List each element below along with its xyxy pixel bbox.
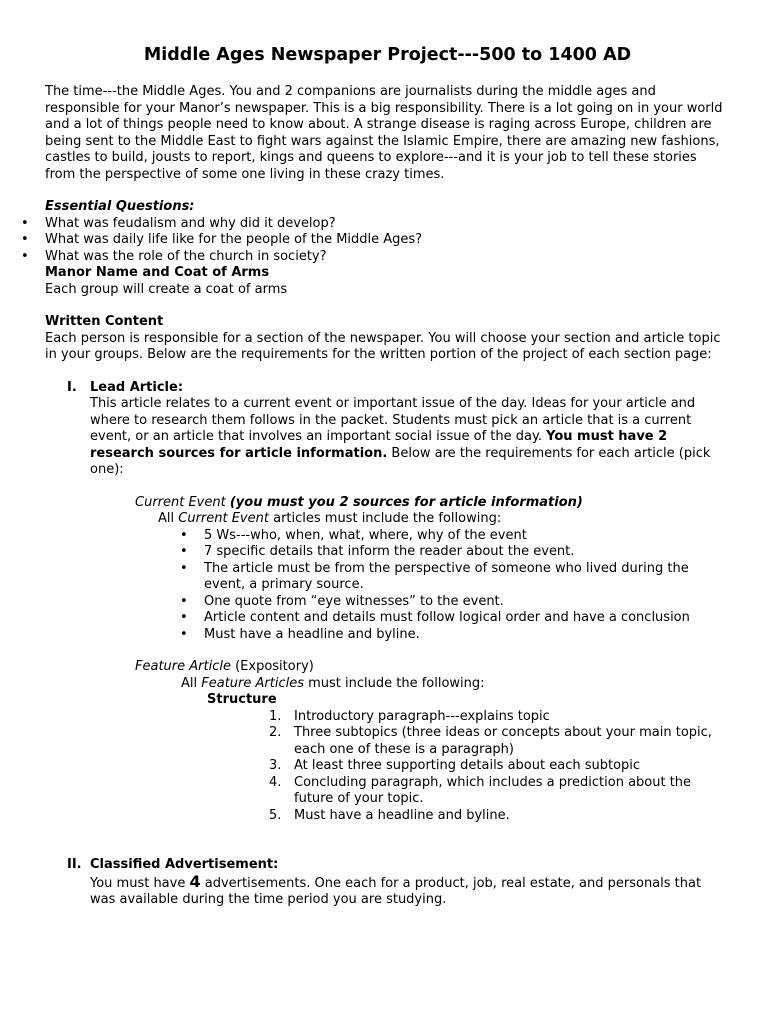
text-part: must include the following:	[303, 675, 485, 691]
list-item: • The article must be from the perspective of someone who lived during the event, a primary source.	[204, 561, 730, 594]
current-event-block	[135, 495, 730, 644]
text-part: All	[158, 511, 179, 526]
classified-heading: Classified Advertisement:	[90, 857, 279, 872]
list-item: • 7 specific details that inform the reader about the event.	[204, 544, 730, 561]
lead-text-part: Below are the requirements for each article (pick one):	[90, 445, 711, 477]
item-text: Three subtopics (three ideas or concepts about your main topic, each one of these is a paragraph)	[294, 725, 712, 757]
list-item: • One quote from “eye witnesses” to the event.	[204, 594, 730, 611]
section-numeral: I.	[67, 379, 77, 395]
text-part: advertisements. One each for a product, job, real estate, and personals that was available during the time period you are studying.	[90, 875, 702, 907]
item-text: Introductory paragraph---explains topic	[294, 708, 550, 724]
manor-section	[45, 265, 730, 298]
text-italic: Current Event	[178, 511, 269, 526]
current-event-note: (you must you 2 sources for article information)	[229, 494, 583, 510]
item-number: 3.	[269, 758, 282, 773]
list-item: • Must have a headline and byline.	[204, 627, 730, 644]
list-item	[269, 708, 730, 726]
section-numeral: II.	[67, 857, 82, 872]
item-text: Concluding paragraph, which includes a prediction about the future of your topic.	[294, 774, 692, 806]
classified-section	[45, 857, 730, 909]
text-part: You must have	[90, 875, 190, 891]
lead-article-text	[90, 396, 730, 479]
feature-article-title: Feature Article	[135, 659, 231, 674]
written-content-heading: Written Content	[45, 314, 164, 329]
list-item: • What was the role of the church in society?	[45, 249, 730, 266]
lead-article-heading: Lead Article:	[90, 379, 184, 395]
current-event-title: Current Event	[135, 494, 226, 510]
lead-article-section	[45, 380, 730, 479]
written-content-text: Each person is responsible for a section of the newspaper. You will choose your section and article topic in your groups. Below are the requirements for the written portion of the project of each section page:	[45, 330, 721, 362]
item-number: 1.	[269, 708, 282, 724]
list-item: • What was daily life like for the people of the Middle Ages?	[45, 232, 730, 249]
intro-paragraph: The time---the Middle Ages. You and 2 companions are journalists during the middle ages and responsible for your Manor’s newspaper. This is a big responsibility. There is a lot going on in your world and a lot of things people need to know about. A strange disease is raging across Europe, children are being sent to the Middle East to fight wars against the Islamic Empire, there are amazing new fashions, castles to build, jousts to report, kings and queens to explore---and it is your job to tell these stories from the perspective of some one living in these crazy times.	[45, 84, 723, 182]
current-event-label	[135, 495, 730, 512]
structure-list	[269, 708, 730, 825]
essential-questions-title: Essential Questions:	[45, 199, 195, 214]
list-item: • What was feudalism and why did it develop?	[45, 216, 730, 233]
lead-text-bold: You must have 2 research sources for article information.	[90, 429, 668, 461]
item-number: 4.	[269, 774, 282, 790]
text-part: All	[181, 675, 202, 691]
structure-heading: Structure	[207, 692, 277, 707]
page-title: Middle Ages Newspaper Project---500 to 1400 AD	[143, 45, 632, 65]
manor-heading: Manor Name and Coat of Arms	[45, 265, 270, 280]
essential-questions-list	[45, 216, 730, 266]
feature-article-label	[135, 659, 730, 676]
essential-questions	[45, 199, 730, 265]
text-italic: Feature Articles	[201, 675, 304, 691]
feature-article-intro	[181, 676, 730, 693]
list-item: • 5 Ws---who, when, what, where, why of the event	[204, 528, 730, 545]
written-content-section	[45, 314, 730, 364]
manor-text: Each group will create a coat of arms	[45, 281, 288, 297]
current-event-list	[204, 528, 730, 644]
feature-article-note: (Expository)	[230, 659, 314, 674]
text-part: articles must include the following:	[268, 511, 502, 526]
item-number: 2.	[269, 725, 282, 740]
lead-text-part: This article relates to a current event or important issue of the day. Ideas for your article and where to research them follows in the packet. Students must pick an article that is a current event, or an article that involves an important social issue of the day.	[90, 396, 696, 444]
list-item	[269, 758, 730, 775]
list-item	[269, 774, 730, 808]
list-item	[269, 725, 730, 758]
document-page	[45, 44, 730, 909]
current-event-intro	[158, 511, 730, 528]
item-text: Must have a headline and byline.	[294, 807, 510, 823]
list-item: • Article content and details must follow logical order and have a conclusion	[204, 610, 730, 627]
text-emphasis: 4	[189, 871, 201, 891]
feature-article-block	[135, 659, 730, 709]
list-item	[269, 807, 730, 825]
classified-text	[90, 871, 730, 909]
item-number: 5.	[269, 807, 282, 823]
item-text: At least three supporting details about each subtopic	[294, 758, 641, 773]
